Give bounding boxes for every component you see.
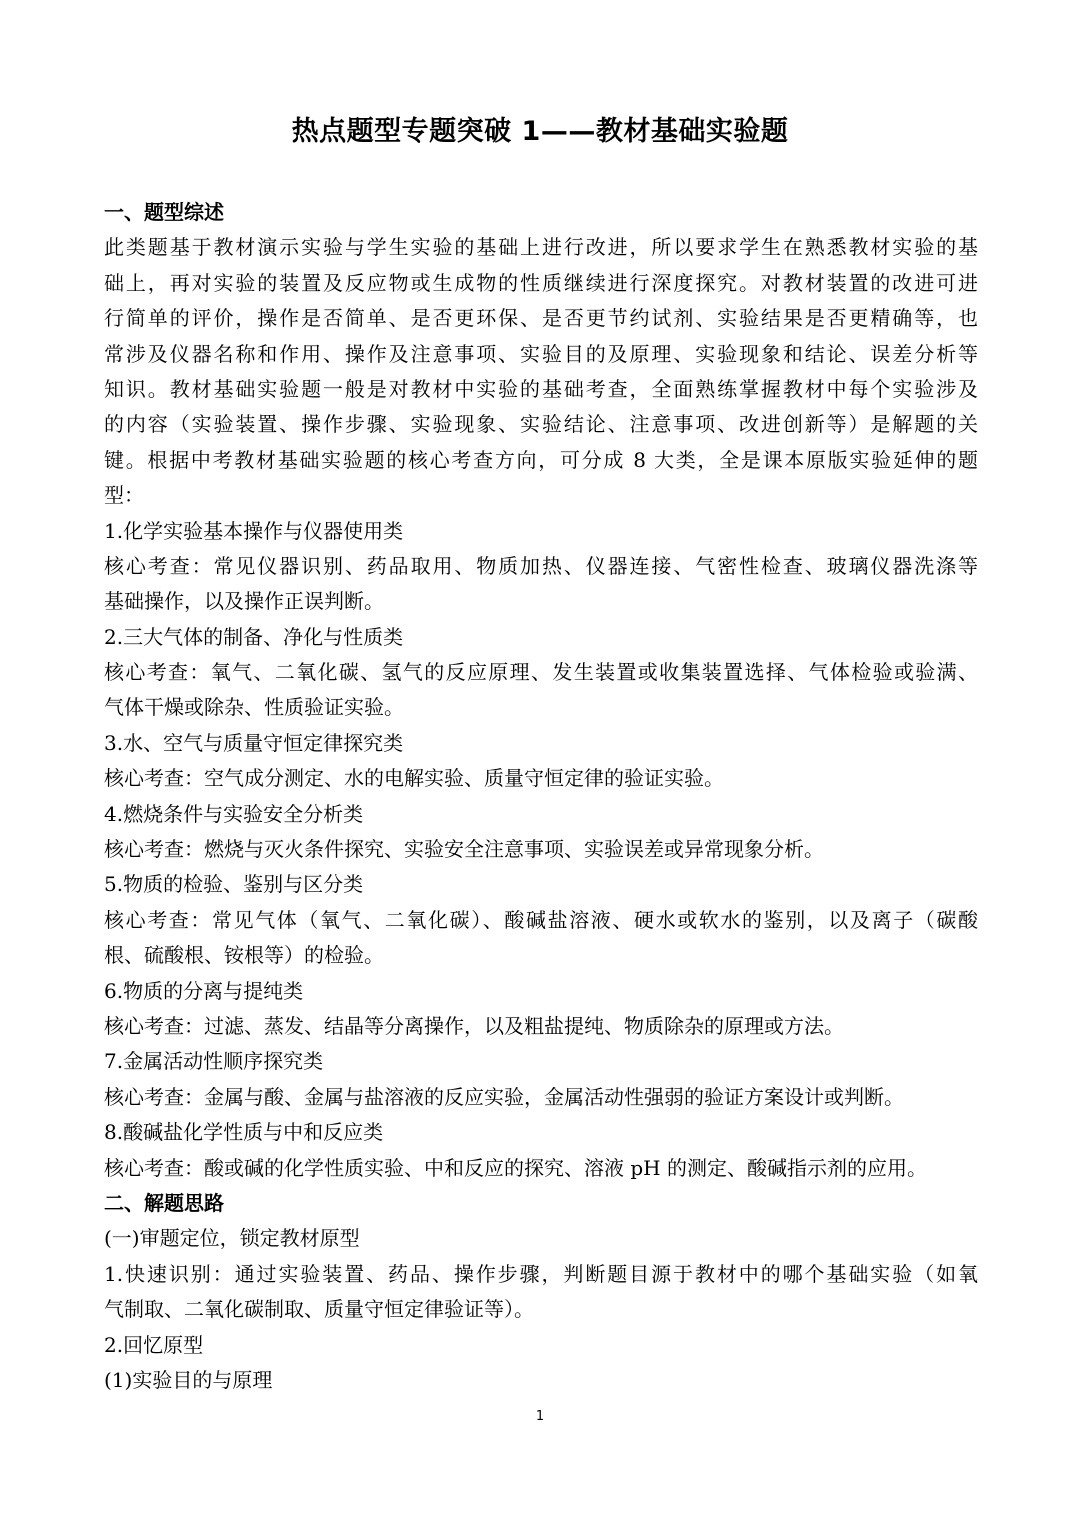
- category-description: 核心考查：常见气体（氧气、二氧化碳）、酸碱盐溶液、硬水或软水的鉴别，以及离子（碳酸: [104, 907, 978, 932]
- list-item: (1)实验目的与原理: [104, 1367, 273, 1392]
- category-heading: 4.燃烧条件与实验安全分析类: [104, 801, 364, 826]
- category-description: 核心考查：酸或碱的化学性质实验、中和反应的探究、溶液 pH 的测定、酸碱指示剂的应用。: [104, 1155, 927, 1180]
- paragraph-line: 气制取、二氧化碳制取、质量守恒定律验证等）。: [104, 1297, 534, 1322]
- document-body: [104, 195, 978, 1398]
- paragraph-line: 础上，再对实验的装置及反应物或生成物的性质继续进行深度探究。对教材装置的改进可进: [104, 270, 978, 295]
- paragraph-line: 知识。教材基础实验题一般是对教材中实验的基础考查，全面熟练掌握教材中每个实验涉及: [104, 376, 978, 401]
- category-heading: 3.水、空气与质量守恒定律探究类: [104, 730, 404, 755]
- category-description: 核心考查：空气成分测定、水的电解实验、质量守恒定律的验证实验。: [104, 766, 724, 791]
- section-heading-approach: 二、解题思路: [104, 1190, 224, 1215]
- category-description: 核心考查：金属与酸、金属与盐溶液的反应实验，金属活动性强弱的验证方案设计或判断。: [104, 1084, 904, 1109]
- list-item: 2.回忆原型: [104, 1332, 204, 1357]
- category-description: 核心考查：常见仪器识别、药品取用、物质加热、仪器连接、气密性检查、玻璃仪器洗涤等: [104, 553, 978, 578]
- category-heading: 7.金属活动性顺序探究类: [104, 1049, 324, 1074]
- category-heading: 6.物质的分离与提纯类: [104, 978, 304, 1003]
- category-description: 核心考查：燃烧与灭火条件探究、实验安全注意事项、实验误差或异常现象分析。: [104, 837, 824, 862]
- category-description: 基础操作，以及操作正误判断。: [104, 589, 384, 614]
- section-heading-overview: 一、题型综述: [104, 200, 224, 224]
- paragraph-line: 1.快速识别：通过实验装置、药品、操作步骤，判断题目源于教材中的哪个基础实验（如氧: [104, 1261, 978, 1286]
- category-heading: 2.三大气体的制备、净化与性质类: [104, 624, 404, 649]
- subsection-heading: (一)审题定位，锁定教材原型: [104, 1226, 360, 1251]
- paragraph-line: 常涉及仪器名称和作用、操作及注意事项、实验目的及原理、实验现象和结论、误差分析等: [104, 341, 978, 366]
- document-title: 热点题型专题突破 1——教材基础实验题: [291, 116, 789, 147]
- page-number: 1: [535, 1409, 545, 1424]
- category-heading: 5.物质的检验、鉴别与区分类: [104, 872, 364, 897]
- paragraph-line: 键。根据中考教材基础实验题的核心考查方向，可分成 8 大类，全是课本原版实验延伸的题: [104, 447, 978, 472]
- category-description: 根、硫酸根、铵根等）的检验。: [104, 943, 384, 968]
- category-heading: 8.酸碱盐化学性质与中和反应类: [104, 1120, 384, 1145]
- paragraph-line: 行简单的评价，操作是否简单、是否更环保、是否更节约试剂、实验结果是否更精确等，也: [104, 306, 978, 331]
- category-description: 气体干燥或除杂、性质验证实验。: [104, 695, 404, 720]
- paragraph-line: 型：: [104, 483, 144, 508]
- category-description: 核心考查：氧气、二氧化碳、氢气的反应原理、发生装置或收集装置选择、气体检验或验满、: [104, 660, 978, 685]
- category-heading: 1.化学实验基本操作与仪器使用类: [104, 518, 404, 543]
- paragraph-line: 此类题基于教材演示实验与学生实验的基础上进行改进，所以要求学生在熟悉教材实验的基: [104, 235, 978, 260]
- paragraph-line: 的内容（实验装置、操作步骤、实验现象、实验结论、注意事项、改进创新等）是解题的关: [104, 412, 978, 437]
- category-description: 核心考查：过滤、蒸发、结晶等分离操作，以及粗盐提纯、物质除杂的原理或方法。: [104, 1013, 844, 1038]
